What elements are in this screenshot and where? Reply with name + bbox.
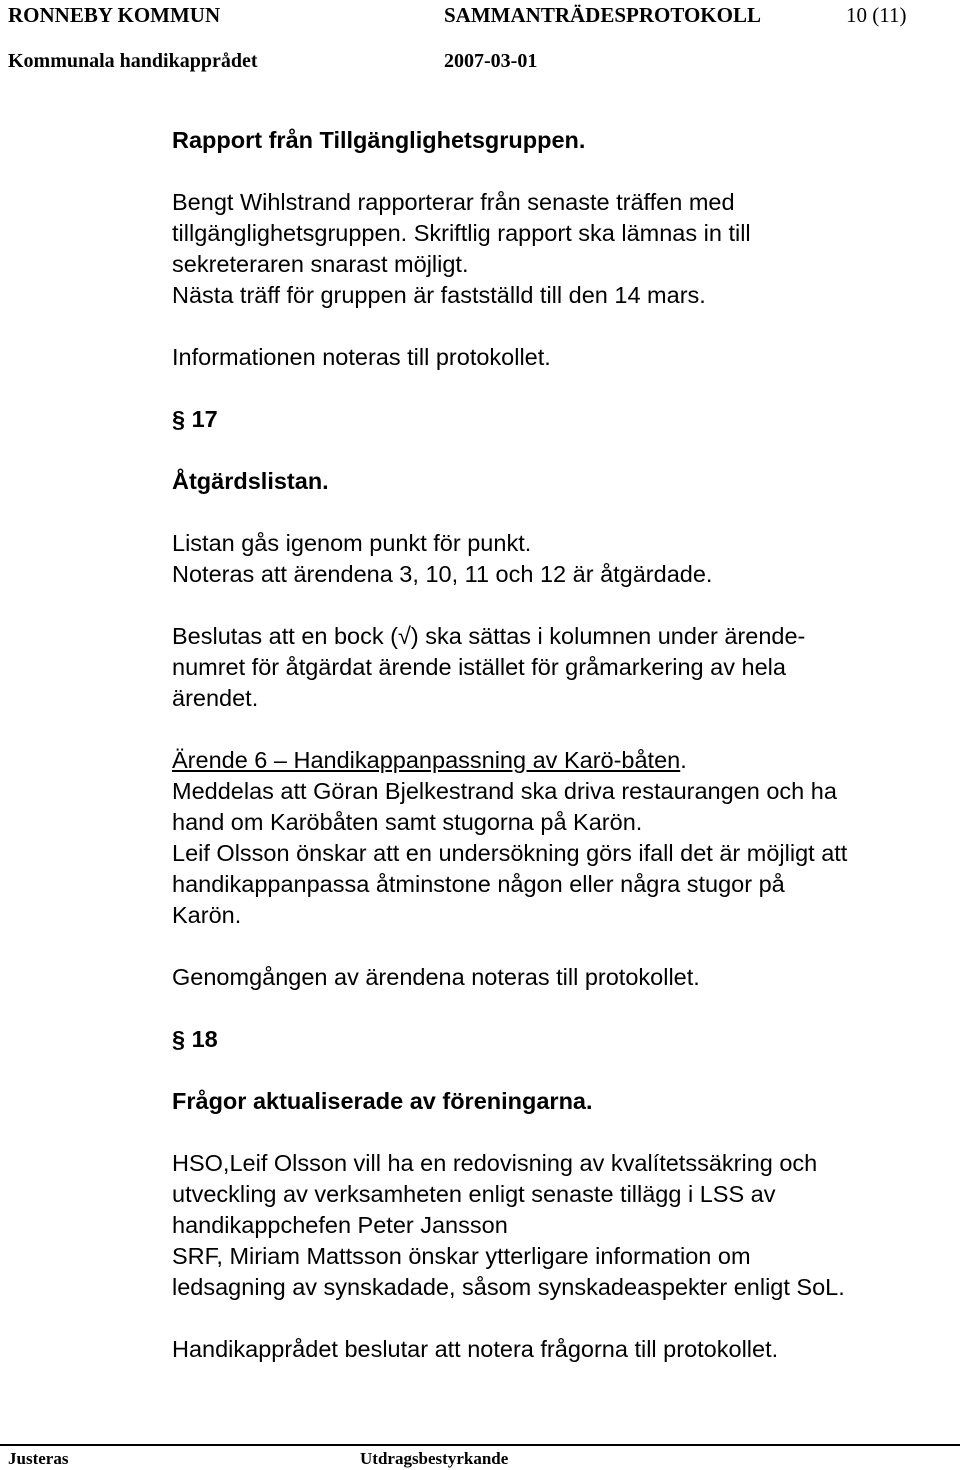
committee-name: Kommunala handikapprådet [8,50,258,72]
section-17-number: § 17 [172,406,218,432]
section-18-line: SRF, Miriam Mattsson önskar ytterligare information om [172,1243,751,1269]
arende-6-line: Leif Olsson önskar att en undersökning görs ifall det är möjligt att [172,840,848,866]
section-18-number: § 18 [172,1026,218,1052]
report-title: Rapport från Tillgänglighetsgruppen. [172,127,586,153]
section-17-title: Åtgärdslistan. [172,468,329,494]
section-18-title: Frågor aktualiserade av föreningarna. [172,1088,593,1114]
arende-6-heading: Ärende 6 – Handikappanpassning av Karö-båten [172,747,681,773]
report-line: tillgänglighetsgruppen. Skriftlig rapport ska lämnas in till [172,220,751,246]
section-18-line: ledsagning av synskadade, såsom synskadeaspekter enligt SoL. [172,1274,845,1300]
section-17-note: Genomgången av ärendena noteras till protokollet. [172,964,700,990]
decision-line: numret för åtgärdat ärende istället för gråmarkering av hela [172,654,786,680]
page-number: 10 (11) [846,3,907,27]
section-17-line: Noteras att ärendena 3, 10, 11 och 12 är åtgärdade. [172,561,713,587]
decision-line: Beslutas att en bock (√) ska sättas i kolumnen under ärende- [172,623,806,649]
section-18-line: handikappchefen Peter Jansson [172,1212,508,1238]
section-18-decision: Handikapprådet beslutar att notera frågorna till protokollet. [172,1336,779,1362]
report-line: Bengt Wihlstrand rapporterar från senaste träffen med [172,189,735,215]
arende-6-line: hand om Karöbåten samt stugorna på Karön. [172,809,643,835]
arende-6-line: Meddelas att Göran Bjelkestrand ska driva restaurangen och ha [172,778,837,804]
report-line: Nästa träff för gruppen är fastställd till den 14 mars. [172,282,706,308]
footer-divider [0,1444,960,1446]
protocol-body [172,125,952,1365]
footer-utdragsbestyrkande: Utdragsbestyrkande [360,1449,509,1468]
section-18-line: HSO,Leif Olsson vill ha en redovisning av kvalítetssäkring och [172,1150,818,1176]
arende-6-heading-period: . [680,747,687,773]
decision-line: ärendet. [172,685,259,711]
report-note: Informationen noteras till protokollet. [172,344,551,370]
document-type: SAMMANTRÄDESPROTOKOLL [444,3,761,27]
arende-6-heading-line [172,745,952,776]
section-17-line: Listan gås igenom punkt för punkt. [172,530,532,556]
org-name: RONNEBY KOMMUN [8,3,221,27]
footer-justeras: Justeras [8,1449,69,1468]
report-line: sekreteraren snarast möjligt. [172,251,469,277]
section-18-line: utveckling av verksamheten enligt senaste tillägg i LSS av [172,1181,776,1207]
meeting-date: 2007-03-01 [444,50,538,72]
arende-6-line: handikappanpassa åtminstone någon eller några stugor på [172,871,785,897]
arende-6-line: Karön. [172,902,242,928]
